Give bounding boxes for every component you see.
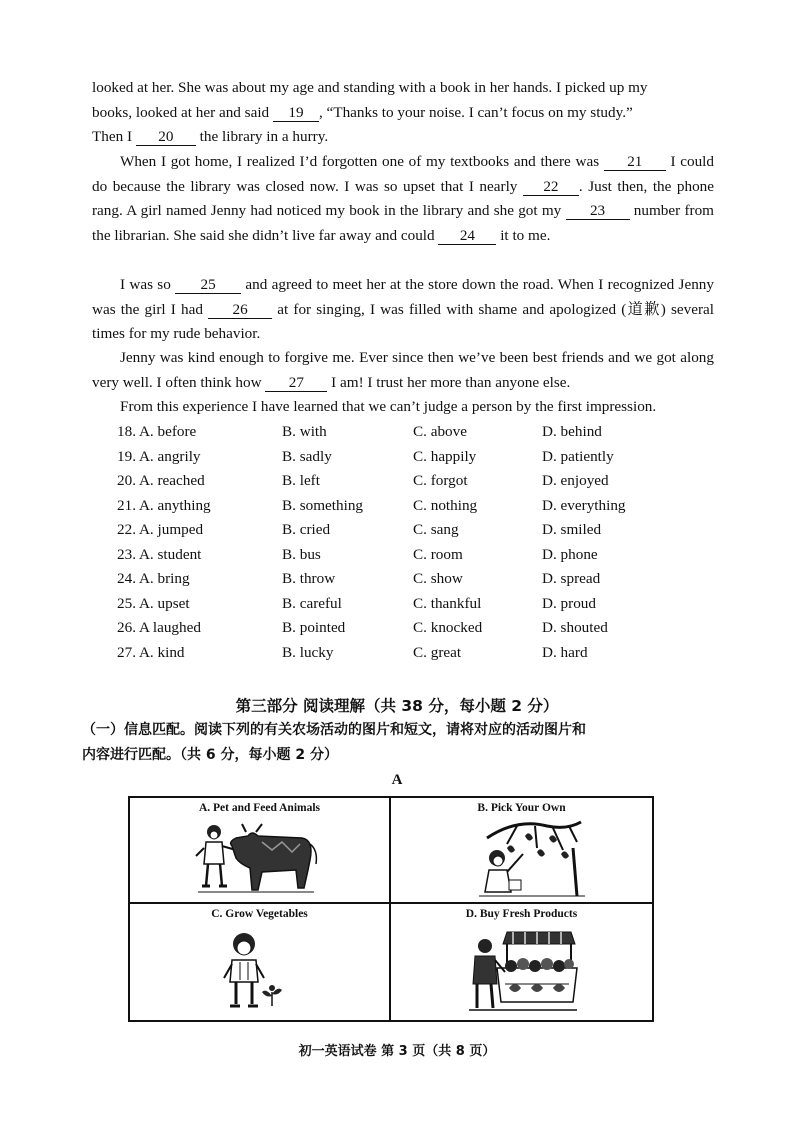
option-b[interactable]: B. throw <box>282 570 336 587</box>
option-d[interactable]: D. proud <box>542 594 596 612</box>
option-a[interactable]: 25. A. upset <box>117 594 190 612</box>
option-c[interactable]: C. above <box>413 423 467 440</box>
option-row-21 <box>117 494 717 518</box>
passage-text: it to me. <box>496 226 551 244</box>
passage-text: . Just then, the phone rang. A girl named Jenny had noticed my book in the library and she got my <box>92 177 715 219</box>
blank-20[interactable]: 20 <box>136 129 196 146</box>
option-row-27 <box>117 641 717 665</box>
option-a[interactable]: 27. A. kind <box>117 643 185 661</box>
option-d[interactable]: D. smiled <box>542 521 602 538</box>
option-b[interactable]: B. cried <box>282 521 331 538</box>
option-d[interactable]: D. hard <box>542 643 588 661</box>
section-heading: 第三部分 阅读理解（共 38 分，每小题 2 分） <box>235 697 559 715</box>
option-b[interactable]: B. left <box>282 472 320 489</box>
passage-paragraph-1 <box>92 76 714 150</box>
option-d[interactable]: D. phone <box>542 545 598 563</box>
passage-paragraph-5 <box>92 395 714 420</box>
section-instructions <box>82 718 718 768</box>
activity-title-b: B. Pick Your Own <box>477 802 566 814</box>
option-a[interactable]: 26. A laughed <box>117 619 201 636</box>
option-b[interactable]: B. lucky <box>282 643 334 661</box>
page-footer: 初一英语试卷 第 3 页（共 8 页） <box>298 1044 496 1059</box>
activity-title-c: C. Grow Vegetables <box>211 908 308 920</box>
option-row-20 <box>117 469 717 493</box>
instructions-line-2: 内容进行匹配。（共 6 分，每小题 2 分） <box>82 747 338 763</box>
option-b[interactable]: B. something <box>282 496 364 514</box>
option-row-24 <box>117 567 717 591</box>
passage-text: I could do because the library was closed now. I was so upset that I nearly <box>92 153 714 195</box>
option-a[interactable]: 24. A. bring <box>117 570 190 587</box>
option-c[interactable]: C. happily <box>413 447 477 465</box>
passage-text: Then I <box>92 128 136 145</box>
blank-25[interactable]: 25 <box>175 277 241 294</box>
activity-cell-b[interactable] <box>391 798 652 902</box>
option-c[interactable]: C. sang <box>413 521 459 538</box>
blank-19[interactable]: 19 <box>273 105 319 122</box>
blank-23[interactable]: 23 <box>566 203 630 220</box>
passage-text: When I got home, I realized I’d forgotten one of my textbooks and there was <box>120 153 604 170</box>
passage-text: at for singing, I was filled with shame and apologized (道歉) several times for my rude behavior. <box>92 300 714 342</box>
option-c[interactable]: C. room <box>413 545 463 563</box>
option-d[interactable]: D. spread <box>542 570 601 587</box>
passage-text: I was so <box>120 276 176 293</box>
passage-text: I am! I trust her more than anyone else. <box>327 373 571 391</box>
blank-24[interactable]: 24 <box>438 228 496 245</box>
passage-text: , “Thanks to your noise. I can’t focus on my study.” <box>318 103 633 121</box>
blank-22[interactable]: 22 <box>523 179 579 196</box>
option-row-19 <box>117 445 717 469</box>
option-c[interactable]: C. forgot <box>413 472 468 489</box>
activity-cell-d[interactable] <box>391 904 652 1020</box>
passage-text: Jenny was kind enough to forgive me. Ever since then we’ve been best friends and we got along very well. I often think how <box>92 349 714 391</box>
passage-label: A <box>391 772 403 788</box>
option-row-26 <box>117 616 717 640</box>
option-d[interactable]: D. enjoyed <box>542 472 609 489</box>
option-b[interactable]: B. sadly <box>282 447 332 465</box>
option-b[interactable]: B. careful <box>282 594 342 612</box>
activity-cell-a[interactable] <box>130 798 389 902</box>
option-a[interactable]: 18. A. before <box>117 423 197 440</box>
option-a[interactable]: 20. A. reached <box>117 472 205 489</box>
passage-text: books, looked at her and said <box>92 103 273 121</box>
blank-21[interactable]: 21 <box>604 154 666 171</box>
buy-fresh-products-illustration <box>467 928 579 1014</box>
pick-your-own-illustration <box>477 818 587 900</box>
option-a[interactable]: 19. A. angrily <box>117 447 201 465</box>
option-b[interactable]: B. pointed <box>282 619 346 636</box>
option-a[interactable]: 22. A. jumped <box>117 521 204 538</box>
option-a[interactable]: 21. A. anything <box>117 496 211 514</box>
option-d[interactable]: D. everything <box>542 496 626 514</box>
option-row-23 <box>117 543 717 567</box>
option-c[interactable]: C. nothing <box>413 496 478 514</box>
option-row-25 <box>117 592 717 616</box>
option-row-18 <box>117 420 717 444</box>
passage-text: and agreed to meet her at the store down the road. When I recognized Jenny was the girl I had <box>92 276 714 318</box>
passage-text: number from the librarian. She said she didn’t live far away and could <box>92 202 714 244</box>
option-a[interactable]: 23. A. student <box>117 545 202 563</box>
activity-cell-c[interactable] <box>130 904 389 1020</box>
option-c[interactable]: C. knocked <box>413 619 483 636</box>
blank-27[interactable]: 27 <box>265 375 327 392</box>
option-d[interactable]: D. behind <box>542 423 602 440</box>
option-c[interactable]: C. show <box>413 570 463 587</box>
grow-vegetables-illustration <box>218 930 288 1014</box>
option-c[interactable]: C. great <box>413 643 462 661</box>
passage-text: looked at her. She was about my age and standing with a book in her hands. I picked up my <box>92 79 648 96</box>
passage-paragraph-4 <box>92 346 714 395</box>
passage-text: From this experience I have learned that we can’t judge a person by the first impression. <box>120 398 657 415</box>
option-row-22 <box>117 518 717 542</box>
option-b[interactable]: B. with <box>282 423 327 440</box>
activity-title-d: D. Buy Fresh Products <box>465 908 578 920</box>
option-b[interactable]: B. bus <box>282 545 321 563</box>
passage-text: the library in a hurry. <box>195 128 329 145</box>
blank-26[interactable]: 26 <box>208 302 272 319</box>
passage-paragraph-2 <box>92 150 714 248</box>
instructions-line-1: （一）信息匹配。阅读下列的有关农场活动的图片和短文，请将对应的活动图片和 <box>82 722 586 738</box>
option-d[interactable]: D. shouted <box>542 619 608 636</box>
option-d[interactable]: D. patiently <box>542 447 614 465</box>
activity-picture-grid <box>128 796 654 1022</box>
pet-and-feed-animals-illustration <box>192 820 322 900</box>
activity-title-a: A. Pet and Feed Animals <box>198 802 321 814</box>
passage-paragraph-3 <box>92 273 714 347</box>
option-c[interactable]: C. thankful <box>413 594 482 612</box>
